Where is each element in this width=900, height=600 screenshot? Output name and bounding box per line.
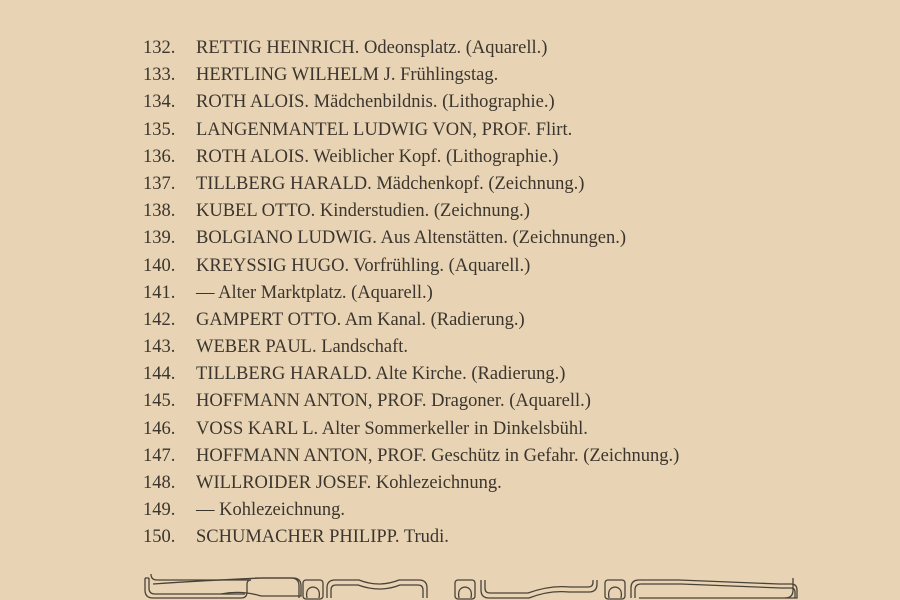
entry-number: 142. <box>143 309 176 330</box>
entry-number: 135. <box>143 119 176 140</box>
catalog-entry <box>143 388 679 415</box>
entry-text: KUBEL OTTO. Kinderstudien. (Zeichnung.) <box>196 201 530 222</box>
entry-text: RETTIG HEINRICH. Odeonsplatz. (Aquarell.) <box>196 38 548 58</box>
entry-number: 138. <box>143 201 176 222</box>
catalog-list <box>143 35 679 552</box>
entry-text: LANGENMANTEL LUDWIG VON, PROF. Flirt. <box>196 119 573 140</box>
entry-number: 136. <box>143 146 176 167</box>
entry-text: TILLBERG HARALD. Alte Kirche. (Radierung.) <box>196 364 566 385</box>
entry-text: KREYSSIG HUGO. Vorfrühling. (Aquarell.) <box>196 255 531 276</box>
catalog-entry <box>143 198 679 225</box>
catalog-entry <box>143 280 679 307</box>
catalog-entry <box>143 89 679 116</box>
catalog-entry <box>143 253 679 280</box>
entry-number: 146. <box>143 418 176 439</box>
entry-text: ROTH ALOIS. Mädchenbildnis. (Lithographie.) <box>196 92 555 113</box>
catalog-entry <box>143 62 679 89</box>
ornament-knot-1 <box>303 580 323 599</box>
decorative-border-ornament <box>143 574 799 600</box>
catalog-entry <box>143 470 679 497</box>
entry-number: 147. <box>143 445 176 466</box>
catalog-entry <box>143 171 679 198</box>
entry-text: WEBER PAUL. Landschaft. <box>196 337 409 358</box>
entry-text: GAMPERT OTTO. Am Kanal. (Radierung.) <box>196 309 525 330</box>
catalog-entry <box>143 117 679 144</box>
entry-number: 137. <box>143 173 176 194</box>
entry-number: 140. <box>143 255 176 276</box>
entry-number: 145. <box>143 391 176 412</box>
entry-number: 141. <box>143 282 176 303</box>
catalog-entry <box>143 416 679 443</box>
entry-text: HOFFMANN ANTON, PROF. Geschütz in Gefahr. (Zeichnung.) <box>196 445 680 466</box>
ornament-segment-1 <box>145 574 301 598</box>
entry-text: WILLROIDER JOSEF. Kohlezeichnung. <box>196 473 502 493</box>
entry-number: 132. <box>143 38 176 58</box>
ornament-segment-2 <box>327 580 427 598</box>
entry-text: HERTLING WILHELM J. Frühlingstag. <box>196 65 499 86</box>
entry-number: 149. <box>143 500 176 521</box>
ornament-knot-2 <box>455 580 475 599</box>
ornament-knot-3 <box>605 580 625 599</box>
entry-number: 133. <box>143 65 176 86</box>
entry-number: 143. <box>143 337 176 358</box>
entry-text: TILLBERG HARALD. Mädchenkopf. (Zeichnung.) <box>196 173 585 194</box>
entry-number: 150. <box>143 527 176 548</box>
catalog-entry <box>143 144 679 171</box>
entry-number: 148. <box>143 473 176 493</box>
entry-text: BOLGIANO LUDWIG. Aus Altenstätten. (Zeichnungen.) <box>196 228 627 249</box>
catalog-entry <box>143 443 679 470</box>
catalog-entry <box>143 307 679 334</box>
ornament-segment-4 <box>631 578 797 598</box>
ornament-segment-3 <box>481 580 597 598</box>
entry-number: 139. <box>143 228 176 249</box>
entry-text: ROTH ALOIS. Weiblicher Kopf. (Lithographie.) <box>196 146 559 167</box>
catalog-entry <box>143 35 679 62</box>
catalog-entry <box>143 361 679 388</box>
entry-text: — Alter Marktplatz. (Aquarell.) <box>196 282 433 303</box>
entry-number: 134. <box>143 92 176 113</box>
catalog-entry <box>143 524 679 551</box>
entry-number: 144. <box>143 364 176 385</box>
catalog-entry <box>143 225 679 252</box>
catalog-entry <box>143 497 679 524</box>
catalog-entry <box>143 334 679 361</box>
entry-text: VOSS KARL L. Alter Sommerkeller in Dinkelsbühl. <box>196 418 588 439</box>
entry-text: SCHUMACHER PHILIPP. Trudi. <box>196 527 449 548</box>
entry-text: — Kohlezeichnung. <box>196 500 345 521</box>
entry-text: HOFFMANN ANTON, PROF. Dragoner. (Aquarell.) <box>196 391 591 412</box>
